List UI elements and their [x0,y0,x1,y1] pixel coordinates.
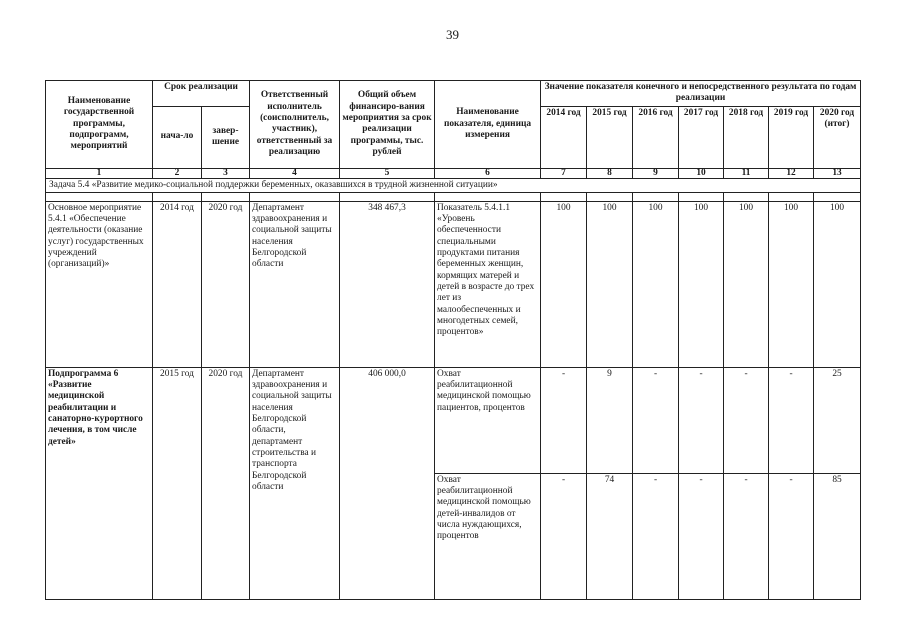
col-number: 5 [340,168,435,178]
row-start: 2015 год [153,367,202,599]
row-value: 25 [814,367,861,473]
row-value: 100 [541,201,587,367]
row-indicator: Показатель 5.4.1.1 «Уровень обеспеченности специальными продуктами питания беременных женщин, кормящих матерей и детей в возрасте до трех лет из малообеспеченных и многодетных семей, процентов» [435,201,541,367]
row-executor: Департамент здравоохранения и социальной защиты населения Белгородской области, департамент строительства и транспорта Белгородской области [250,367,340,599]
col-number: 7 [541,168,587,178]
row-value: - [679,367,724,473]
row-value: 74 [587,473,633,599]
page-number: 39 [446,27,459,42]
row-value: - [633,367,679,473]
row-amount: 348 467,3 [340,201,435,367]
col-number: 13 [814,168,861,178]
row-value: 100 [724,201,769,367]
header-year-2020: 2020 год (итог) [814,106,861,168]
header-indicator: Наименование показателя, единица измерения [435,81,541,169]
row-value: 100 [587,201,633,367]
row-value: - [541,367,587,473]
header-row-1 [46,81,861,107]
col-number: 10 [679,168,724,178]
row-value: 9 [587,367,633,473]
table-row [46,201,861,367]
indicators-table [45,80,861,600]
row-value: - [633,473,679,599]
header-end: завер-шение [202,106,250,168]
row-value: 100 [769,201,814,367]
header-year-2019: 2019 год [769,106,814,168]
task-title: Задача 5.4 «Развитие медико-социальной поддержки беременных, оказавшихся в трудной жизненной ситуации» [46,178,861,192]
header-start: нача-ло [153,106,202,168]
row-value: - [679,473,724,599]
header-year-2014: 2014 год [541,106,587,168]
header-year-2015: 2015 год [587,106,633,168]
header-year-2016: 2016 год [633,106,679,168]
row-program-name: Подпрограмма 6 «Развитие медицинской реабилитации и санаторно-курортного лечения, в том числе детей» [46,367,153,599]
col-number: 9 [633,168,679,178]
row-value: 85 [814,473,861,599]
header-year-2017: 2017 год [679,106,724,168]
row-indicator: Охват реабилитационной медицинской помощью детей-инвалидов от числа нуждающихся, процентов [435,473,541,599]
row-end: 2020 год [202,367,250,599]
header-term: Срок реализации [153,81,250,107]
col-number: 3 [202,168,250,178]
row-value: 100 [633,201,679,367]
header-funding: Общий объем финансиро-вания мероприятия за срок реализации программы, тыс. рублей [340,81,435,169]
row-start: 2014 год [153,201,202,367]
row-value: - [769,367,814,473]
row-value: 100 [814,201,861,367]
row-value: - [769,473,814,599]
row-program-name: Основное мероприятие 5.4.1 «Обеспечение деятельности (оказание услуг) государственных учреждений (организаций)» [46,201,153,367]
row-value: 100 [679,201,724,367]
row-end: 2020 год [202,201,250,367]
table-row [46,367,861,473]
header-executor: Ответственный исполнитель (соисполнитель, участник), ответственный за реализацию [250,81,340,169]
header-program-name: Наименование государственной программы, подпрограмм, мероприятий [46,81,153,169]
spacer-row [46,192,861,201]
row-value: - [724,473,769,599]
col-number: 1 [46,168,153,178]
col-number: 12 [769,168,814,178]
header-values: Значение показателя конечного и непосредственного результата по годам реализации [541,81,861,107]
col-number: 2 [153,168,202,178]
header-year-2018: 2018 год [724,106,769,168]
row-executor: Департамент здравоохранения и социальной защиты населения Белгородской области [250,201,340,367]
row-amount: 406 000,0 [340,367,435,599]
task-row [46,178,861,192]
row-value: - [724,367,769,473]
col-number: 8 [587,168,633,178]
column-number-row [46,168,861,178]
col-number: 11 [724,168,769,178]
row-indicator: Охват реабилитационной медицинской помощью пациентов, процентов [435,367,541,473]
col-number: 6 [435,168,541,178]
row-value: - [541,473,587,599]
col-number: 4 [250,168,340,178]
